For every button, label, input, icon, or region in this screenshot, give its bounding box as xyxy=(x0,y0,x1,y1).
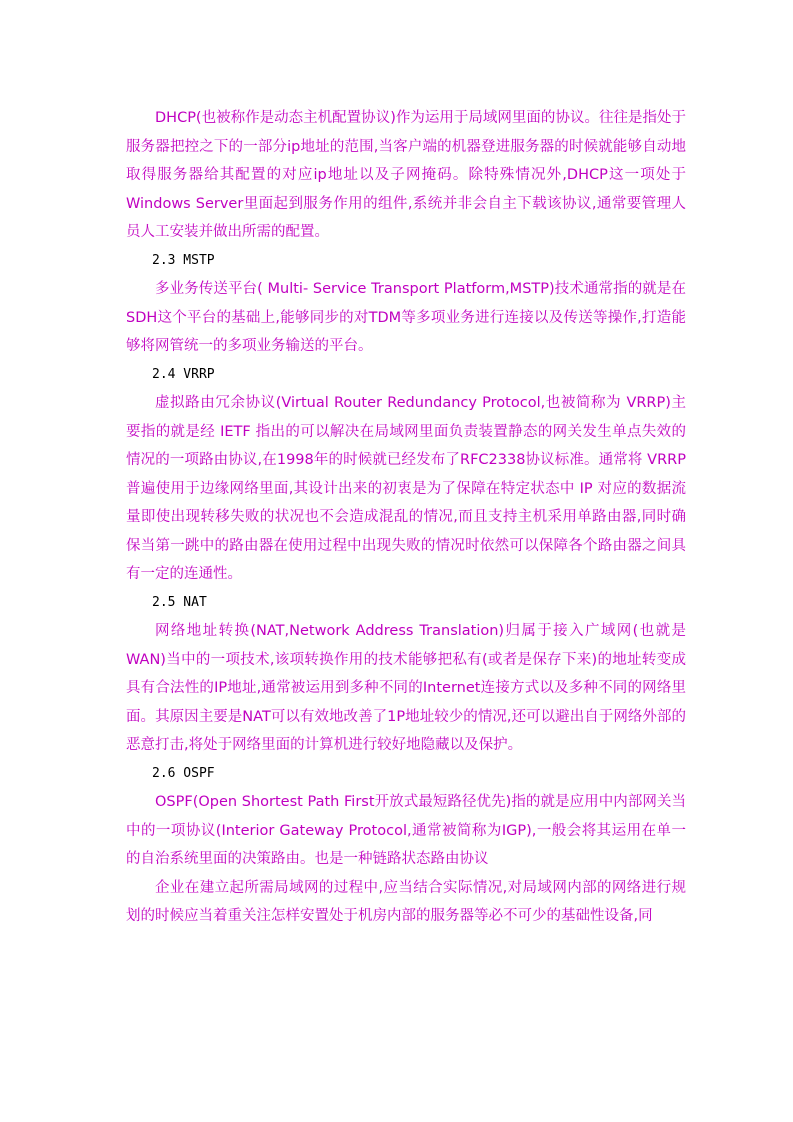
paragraph-vrrp: 虚拟路由冗余协议(Virtual Router Redundancy Protocol,也被简称为 VRRP)主要指的就是经 IETF 指出的可以解决在局域网里面负责装置静态的网关发生单点失效的情况的一项路由协议,在1998年的时候就已经发布了RFC2338协议标准。通常将 VRRP 普遍使用于边缘网络里面,其设计出来的初衷是为了保障在特定状态中 IP 对应的数据流量即使出现转移失败的状况也不会造成混乱的情况,而且支持主机采用单路由器,同时确保当第一跳中的路由器在使用过程中出现失败的情况时依然可以保障各个路由器之间具有一定的连通性。 xyxy=(126,395,686,582)
heading-2-6-ospf: 2.6 OSPF xyxy=(152,765,215,781)
paragraph-dhcp: DHCP(也被称作是动态主机配置协议)作为运用于局域网里面的协议。往往是指处于服务器把控之下的一部分ip地址的范围,当客户端的机器登进服务器的时候就能够自动地取得服务器给其配置的对应ip地址以及子网掩码。除特殊情况外,DHCP这一项处于Windows Server里面起到服务作用的组件,系统并非会自主下载该协议,通常要管理人员人工安装并做出所需的配置。 xyxy=(126,110,686,240)
heading-2-5-nat: 2.5 NAT xyxy=(152,594,207,610)
paragraph-lan-planning: 企业在建立起所需局域网的过程中,应当结合实际情况,对局域网内部的网络进行规划的时候应当着重关注怎样安置处于机房内部的服务器等必不可少的基础性设备,同 xyxy=(126,879,686,924)
document-body xyxy=(126,104,686,931)
paragraph-ospf: OSPF(Open Shortest Path First开放式最短路径优先)指的就是应用中内部网关当中的一项协议(Interior Gateway Protocol,通常被简称为IGP),一般会将其运用在单一的自治系统里面的决策路由。也是一种链路状态路由协议 xyxy=(126,794,686,867)
paragraph-nat: 网络地址转换(NAT,Network Address Translation)归属于接入广域网(也就是WAN)当中的一项技术,该项转换作用的技术能够把私有(或者是保存下来)的地址转变成具有合法性的IP地址,通常被运用到多种不同的Internet连接方式以及多种不同的网络里面。其原因主要是NAT可以有效地改善了1P地址较少的情况,还可以避出自于网络外部的恶意打击,将处于网络里面的计算机进行较好地隐藏以及保护。 xyxy=(126,623,686,753)
paragraph-mstp: 多业务传送平台( Multi- Service Transport Platform,MSTP)技术通常指的就是在SDH这个平台的基础上,能够同步的对TDM等多项业务进行连接以及传送等操作,打造能够将网管统一的多项业务输送的平台。 xyxy=(126,281,686,354)
heading-2-3-mstp: 2.3 MSTP xyxy=(152,252,215,268)
heading-2-4-vrrp: 2.4 VRRP xyxy=(152,366,215,382)
